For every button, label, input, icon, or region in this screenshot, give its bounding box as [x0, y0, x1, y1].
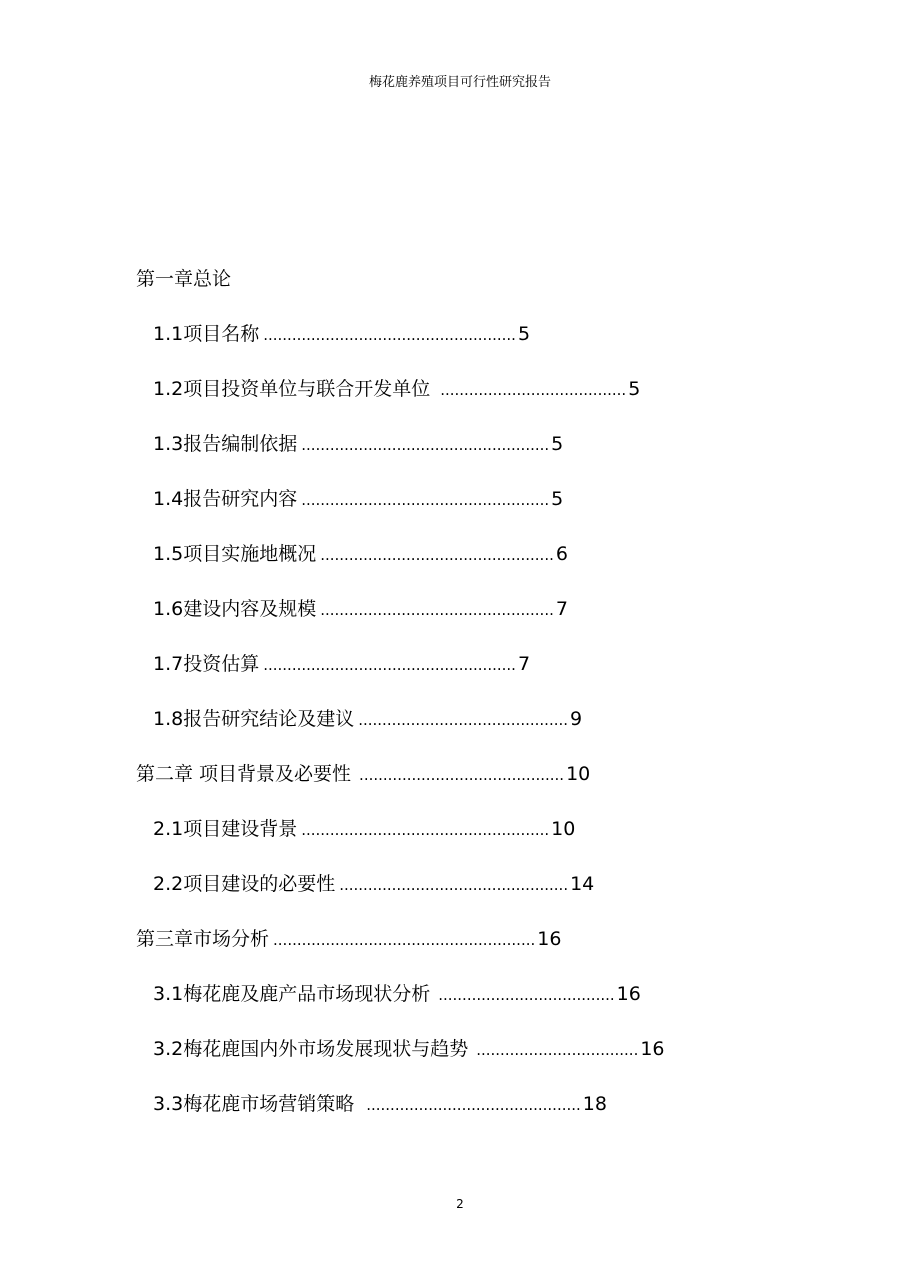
toc-entry-1-2[interactable]	[153, 376, 640, 403]
toc-entry-title: 2.2项目建设的必要性	[153, 873, 336, 895]
toc-dot-leader: .....................................................	[263, 656, 516, 674]
toc-dot-leader: .....................................	[438, 986, 615, 1004]
toc-entry-page: 9	[570, 708, 583, 730]
toc-dot-leader: .................................................	[320, 546, 554, 564]
document-title: 梅花鹿养殖项目可行性研究报告	[368, 75, 551, 90]
toc-entry-page: 14	[570, 873, 595, 895]
toc-entry-chapter-1[interactable]	[136, 266, 231, 292]
toc-entry-1-7[interactable]	[153, 651, 530, 678]
toc-entry-title: 1.5项目实施地概况	[153, 543, 317, 565]
toc-entry-page: 10	[551, 818, 576, 840]
toc-dot-leader: ............................................	[358, 711, 569, 729]
toc-entry-3-2[interactable]	[153, 1036, 665, 1063]
toc-dot-leader: .................................................	[320, 601, 554, 619]
page-number: 2	[456, 1197, 464, 1211]
toc-entry-page: 5	[551, 433, 564, 455]
toc-entry-title: 1.3报告编制依据	[153, 433, 298, 455]
toc-entry-chapter-3[interactable]	[136, 926, 561, 953]
toc-entry-title: 3.3梅花鹿市场营销策略	[153, 1093, 355, 1115]
toc-dot-leader: .......................................................	[273, 931, 536, 949]
toc-entry-page: 16	[640, 1038, 665, 1060]
toc-entry-1-5[interactable]	[153, 541, 568, 568]
toc-entry-1-8[interactable]	[153, 706, 582, 733]
toc-entry-page: 5	[551, 488, 564, 510]
toc-dot-leader: ....................................................	[301, 821, 550, 839]
toc-entry-title: 1.1项目名称	[153, 323, 260, 345]
toc-entry-3-3[interactable]	[153, 1091, 607, 1118]
toc-entry-title: 3.1梅花鹿及鹿产品市场现状分析	[153, 983, 431, 1005]
toc-dot-leader: .......................................	[440, 381, 627, 399]
toc-entry-chapter-2[interactable]	[136, 761, 590, 788]
toc-entry-page: 18	[582, 1093, 607, 1115]
toc-dot-leader: ....................................................	[301, 491, 550, 509]
toc-entry-title: 3.2梅花鹿国内外市场发展现状与趋势	[153, 1038, 469, 1060]
page-footer	[0, 1196, 920, 1212]
toc-entry-page: 10	[566, 763, 591, 785]
toc-dot-leader: .....................................................	[263, 326, 516, 344]
toc-entry-title: 1.7投资估算	[153, 653, 260, 675]
toc-entry-3-1[interactable]	[153, 981, 641, 1008]
toc-entry-title: 第三章市场分析	[136, 928, 270, 950]
toc-entry-1-4[interactable]	[153, 486, 563, 513]
toc-entry-title: 第一章总论	[136, 268, 232, 290]
toc-dot-leader: ...........................................	[359, 766, 565, 784]
toc-entry-title: 1.4报告研究内容	[153, 488, 298, 510]
toc-entry-page: 5	[628, 378, 641, 400]
toc-entry-title: 1.2项目投资单位与联合开发单位	[153, 378, 431, 400]
toc-entry-title: 2.1项目建设背景	[153, 818, 298, 840]
toc-entry-page: 6	[555, 543, 568, 565]
toc-entry-2-2[interactable]	[153, 871, 594, 898]
toc-entry-page: 16	[537, 928, 562, 950]
toc-dot-leader: ................................................	[339, 876, 569, 894]
toc-dot-leader: ....................................................	[301, 436, 550, 454]
toc-entry-page: 7	[517, 653, 531, 675]
toc-entry-1-1[interactable]	[153, 321, 530, 348]
toc-dot-leader: .............................................	[366, 1096, 581, 1114]
toc-entry-page: 5	[517, 323, 531, 345]
toc-entry-1-6[interactable]	[153, 596, 568, 623]
toc-dot-leader: ..................................	[476, 1041, 639, 1059]
toc-entry-title: 第二章 项目背景及必要性	[136, 763, 352, 785]
toc-entry-page: 16	[616, 983, 641, 1005]
toc-entry-title: 1.6建设内容及规模	[153, 598, 317, 620]
toc-entry-page: 7	[555, 598, 568, 620]
toc-entry-2-1[interactable]	[153, 816, 575, 843]
toc-entry-title: 1.8报告研究结论及建议	[153, 708, 355, 730]
toc-entry-1-3[interactable]	[153, 431, 563, 458]
